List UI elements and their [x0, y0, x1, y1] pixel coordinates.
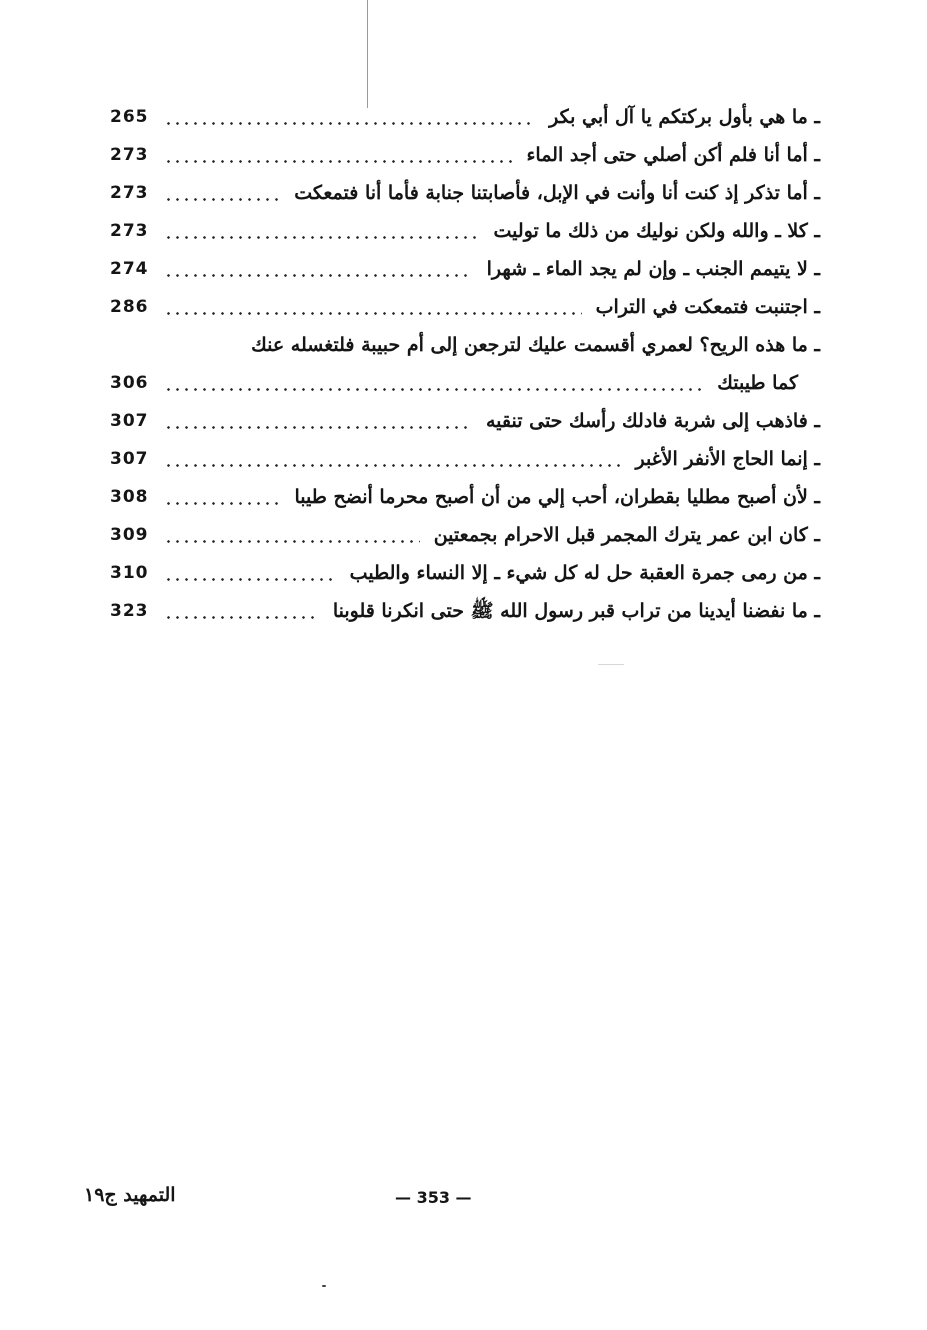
dot-leader [164, 236, 480, 239]
entry-page-number: 309 [110, 525, 149, 545]
entry-text: ـ فاذهب إلى شربة فادلك رأسك حتى تنقيه [485, 410, 820, 432]
entry-page-number: 286 [110, 297, 149, 317]
entry-text: ـ اجتنبت فتمعكت في التراب [595, 296, 820, 318]
entry-text: ـ ما نفضنا أيدينا من تراب قبر رسول الله ﷺ حتى انكرنا قلوبنا [332, 600, 820, 622]
dot-leader [164, 502, 281, 505]
dot-leader [164, 312, 582, 315]
entry-page-number: 310 [110, 563, 149, 583]
index-entry [110, 100, 820, 134]
index-entry [110, 594, 820, 628]
entry-text: ـ لا يتيمم الجنب ـ وإن لم يجد الماء ـ شهرا [486, 258, 820, 280]
index-entry [110, 176, 820, 210]
index-entry [110, 480, 820, 514]
entry-page-number: 306 [110, 373, 149, 393]
entry-text: ـ ما هي بأول بركتكم يا آل أبي بكر [549, 106, 820, 128]
entry-text: ـ لأن أصبح مطليا بقطران، أحب إلي من أن أصبح محرما أنضح طيبا [294, 486, 820, 508]
index-entry [110, 252, 820, 286]
dot-leader [164, 274, 473, 277]
entry-page-number: 323 [110, 601, 149, 621]
dot-leader [164, 198, 280, 201]
dot-leader [164, 426, 472, 429]
entry-page-number: 265 [110, 107, 149, 127]
dot-leader [164, 464, 621, 467]
index-entry [110, 138, 820, 172]
index-entry [110, 404, 820, 438]
scan-smudge [598, 664, 624, 665]
dot-leader [164, 540, 420, 543]
page-folio-number: — 353 — [395, 1188, 472, 1207]
entry-text: ـ من رمى جمرة العقبة حل له كل شيء ـ إلا النساء والطيب [349, 562, 820, 584]
index-entry-continuation [110, 366, 820, 400]
entry-page-number: 307 [110, 411, 149, 431]
entry-text: ـ كان ابن عمر يترك المجمر قبل الاحرام بجمعتين [433, 524, 820, 546]
page-footer [0, 1180, 927, 1220]
dot-leader [164, 388, 703, 391]
entry-text: ـ أما تذكر إذ كنت أنا وأنت في الإبل، فأصابتنا جنابة فأما أنا فتمعكت [294, 182, 820, 204]
entry-page-number: 274 [110, 259, 149, 279]
entry-page-number: 307 [110, 449, 149, 469]
dot-leader [164, 578, 336, 581]
dot-leader [164, 160, 512, 163]
entry-page-number: 273 [110, 221, 149, 241]
dot-leader [164, 122, 535, 125]
entry-text: ـ كلا ـ والله ولكن نوليك من ذلك ما توليت [493, 220, 820, 242]
index-entry [110, 442, 820, 476]
entry-page-number: 273 [110, 145, 149, 165]
entry-text: ـ ما هذه الريح؟ لعمري أقسمت عليك لترجعن إلى أم حبيبة فلتغسله عنك [251, 334, 820, 356]
entry-text: ـ أما أنا فلم أكن أصلي حتى أجد الماء [526, 144, 820, 166]
entry-page-number: 308 [110, 487, 149, 507]
index-entry-first-line [110, 328, 820, 362]
index-entry [110, 290, 820, 324]
entry-continuation-text: كما طيبتك [717, 372, 798, 394]
scan-speck [322, 1285, 326, 1287]
index-entry [110, 214, 820, 248]
book-title-volume: التمهيد ج١٩ [84, 1184, 176, 1206]
index-entry [110, 518, 820, 552]
entry-page-number: 273 [110, 183, 149, 203]
index-entry [110, 556, 820, 590]
entry-text: ـ إنما الحاج الأنفر الأغبر [635, 448, 820, 470]
index-list [0, 0, 927, 650]
dot-leader [164, 616, 319, 619]
